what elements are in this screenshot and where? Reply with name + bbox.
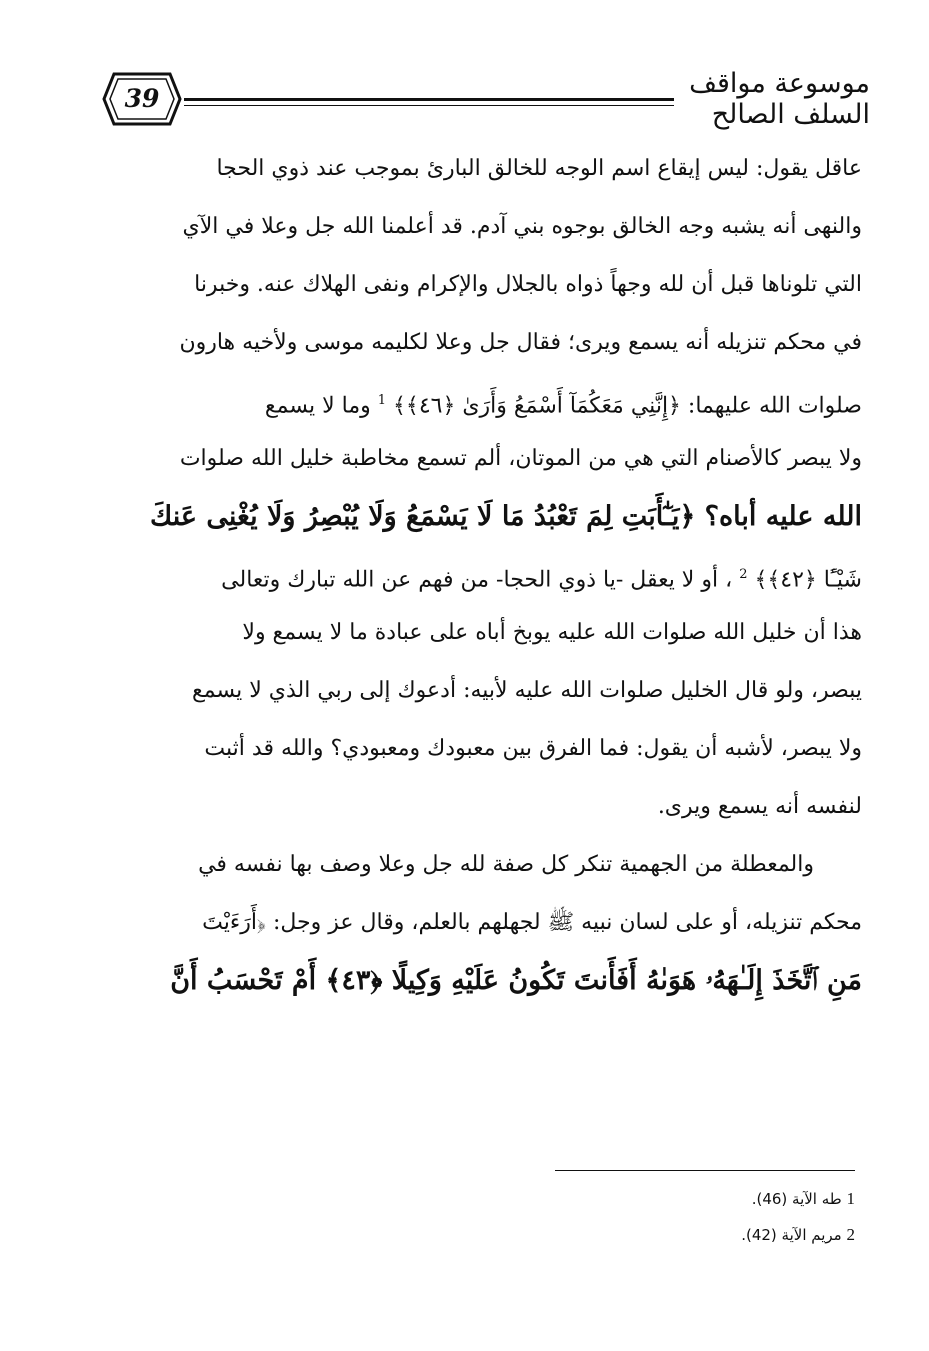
text-line: محكم تنزيله، أو على لسان نبيه ﷺ لجهلهم بالعلم، وقال عز وجل: ﴿أَرَءَيْتَ xyxy=(202,910,862,935)
quran-line: الله عليه أباه؟ ﴿يَـٰٓأَبَتِ لِمَ تَعْبُدُ مَا لَا يَسْمَعُ وَلَا يُبْصِرُ وَلَا يُغْنِى عَنكَ xyxy=(149,501,862,532)
text-line: يبصر، ولو قال الخليل صلوات الله عليه لأبيه: أدعوك إلى ربي الذي لا يسمع xyxy=(192,678,862,703)
text-line xyxy=(108,372,862,430)
footnote-number: 2 xyxy=(846,1225,855,1244)
footnote-number: 1 xyxy=(846,1189,855,1208)
text-line: عاقل يقول: ليس إيقاع اسم الوجه للخالق البارئ بموجب عند ذوي الحجا xyxy=(216,156,862,181)
text-segment: وما لا يسمع xyxy=(264,393,371,419)
header-rule xyxy=(184,98,674,101)
text-line: في محكم تنزيله أنه يسمع ويرى؛ فقال جل وعلا لكليمه موسى ولأخيه هارون xyxy=(179,330,862,355)
text-line: ولا يبصر، لأشبه أن يقول: فما الفرق بين معبودك ومعبودي؟ والله قد أثبت xyxy=(204,736,862,761)
page-number: 39 xyxy=(124,84,160,113)
text-line: التي تلوناها قبل أن لله وجهاً ذواه بالجلال والإكرام ونفى الهلاك عنه. وخبرنا xyxy=(194,272,862,297)
footnote-text: مريم الآية (42). xyxy=(741,1226,842,1244)
text-line: هذا أن خليل الله صلوات الله عليه يوبخ أباه على عبادة ما لا يسمع ولا xyxy=(242,620,862,645)
page-number-badge xyxy=(100,70,184,128)
main-text xyxy=(108,140,862,1010)
footnote-item xyxy=(555,1184,855,1220)
footnotes xyxy=(555,1184,855,1256)
header-rule-thin xyxy=(184,105,674,106)
quran-line: مَنِ ٱتَّخَذَ إِلَـٰهَهُۥ هَوَىٰهُ أَفَأَنتَ تَكُونُ عَلَيْهِ وَكِيلًا ﴿٤٣﴾ أَمْ تَحْسَبُ أَنَّ xyxy=(170,965,862,996)
footnote-ref: 2 xyxy=(739,567,748,582)
quran-verse: صلوات الله عليهما: ﴿إِنَّنِي مَعَكُمَآ أَسْمَعُ وَأَرَىٰ ﴿٤٦﴾﴾ xyxy=(393,393,862,419)
text-line: ولا يبصر كالأصنام التي هي من الموتان، ألم تسمع مخاطبة خليل الله صلوات xyxy=(179,446,862,471)
footnote-ref: 1 xyxy=(377,393,387,408)
footnote-separator xyxy=(555,1170,855,1171)
text-line: والنهى أنه يشبه وجه الخالق بوجوه بني آدم. قد أعلمنا الله جل وعلا في الآي xyxy=(182,214,862,239)
text-segment: ، أو لا يعقل -يا ذوي الحجا- من فهم عن الله تبارك وتعالى xyxy=(221,567,733,593)
footnote-item xyxy=(555,1220,855,1256)
paragraph-start: والمعطلة من الجهمية تنكر كل صفة لله جل وعلا وصف بها نفسه في xyxy=(198,852,814,877)
text-line xyxy=(108,546,862,604)
quran-verse: شَيْـًٔا ﴿٤٢﴾﴾ xyxy=(754,567,862,593)
footnote-text: طه الآية (46). xyxy=(751,1190,842,1208)
text-line: لنفسه أنه يسمع ويرى. xyxy=(657,794,862,819)
series-title: موسوعة مواقف السلف الصالح xyxy=(689,68,870,130)
page-header xyxy=(100,62,870,137)
